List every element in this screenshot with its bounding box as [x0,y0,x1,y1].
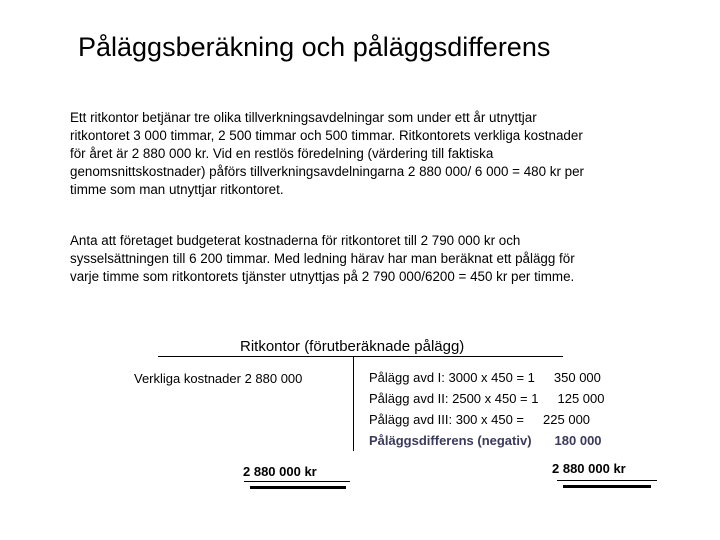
budget-paragraph [70,232,695,286]
debit-entry: Verkliga kostnader 2 880 000 [134,371,303,386]
budget-line: varje timme som ritkontorets tjänster utnyttjas på 2 790 000/6200 = 450 kr per timme. [70,269,575,284]
t-account-title: Ritkontor (förutberäknade pålägg) [240,338,465,355]
intro-paragraph [70,109,695,199]
intro-line: timme som man utnyttjar ritkontoret. [70,182,284,197]
credit-total-underline [557,480,657,481]
intro-line: för året är 2 880 000 kr. Vid en restlös föredelning (värdering till faktiska [70,146,494,161]
intro-line: genomsnittskostnader) påförs tillverkningsavdelningarna 2 880 000/ 6 000 = 480 kr per [70,164,584,179]
budget-line: Anta att företaget budgeterat kostnaderna för ritkontoret till 2 790 000 kr och [70,233,521,248]
t-account-horizontal-line [158,356,563,357]
credit-entry [369,409,605,430]
debit-total-double-underline [250,486,346,489]
credit-entry [369,367,605,388]
difference-amount: 180 000 [554,433,602,448]
difference-entry [369,430,605,451]
debit-total-underline [244,481,350,482]
difference-label: Påläggsdifferens (negativ) [369,433,532,448]
page-title: Påläggsberäkning och påläggsdifferens [78,32,551,62]
credit-total-double-underline [563,485,651,488]
credit-entry-label: Pålägg avd III: 300 x 450 = [369,412,525,427]
credit-entry [369,388,605,409]
intro-line: ritkontoret 3 000 timmar, 2 500 timmar och 500 timmar. Ritkontorets verkliga kostnader [70,128,583,143]
credit-entry-amount: 350 000 [553,370,601,385]
credit-entry-amount: 225 000 [543,412,591,427]
credit-entry-amount: 125 000 [557,391,605,406]
budget-line: sysselsättningen till 6 200 timmar. Med ledning härav har man beräknat ett pålägg för [70,251,575,266]
t-account-vertical-line [353,356,354,451]
intro-line: Ett ritkontor betjänar tre olika tillverkningsavdelningar som under ett år utnyttjar [70,110,537,125]
credit-entry-label: Pålägg avd II: 2500 x 450 = 1 [369,391,539,406]
credit-total: 2 880 000 kr [552,461,626,476]
debit-total: 2 880 000 kr [243,464,317,479]
credit-entry-label: Pålägg avd I: 3000 x 450 = 1 [369,370,535,385]
credit-entries [369,367,605,451]
